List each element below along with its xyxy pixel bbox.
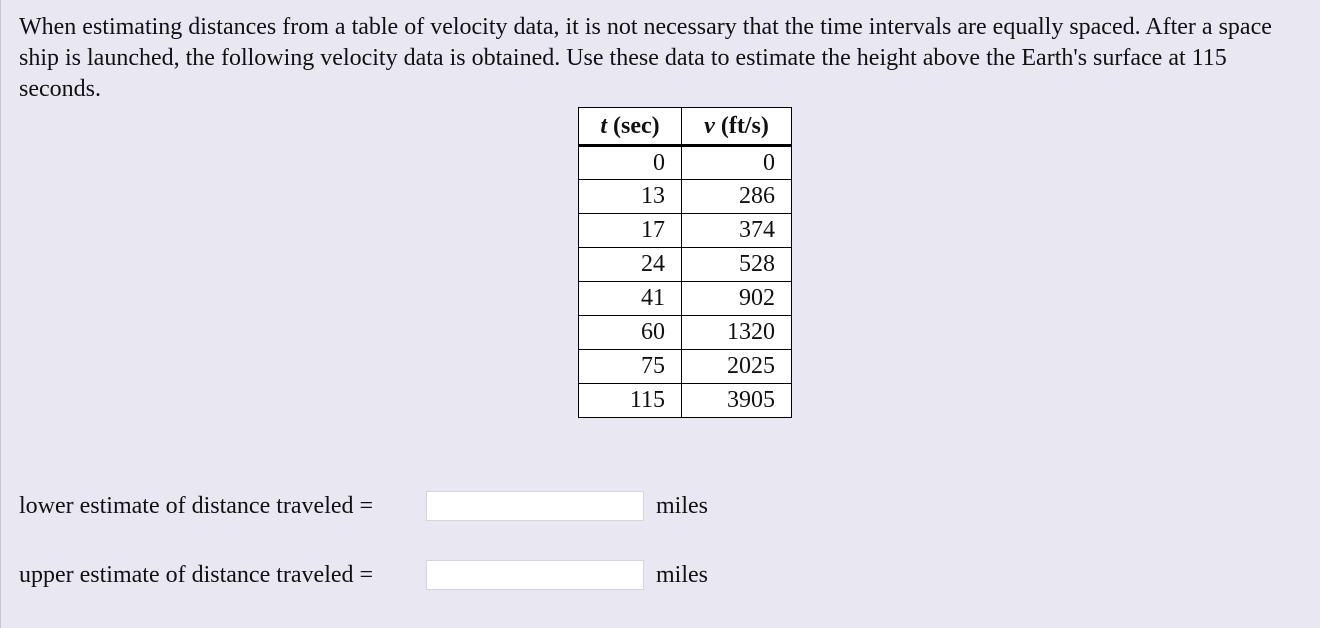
lower-estimate-unit: miles bbox=[656, 492, 708, 519]
cell-velocity: 2025 bbox=[682, 350, 792, 384]
cell-time: 24 bbox=[579, 248, 682, 282]
header-velocity: v (ft/s) bbox=[682, 108, 792, 146]
cell-time: 41 bbox=[579, 282, 682, 316]
table-row bbox=[579, 248, 792, 282]
cell-time: 17 bbox=[579, 214, 682, 248]
lower-estimate-input[interactable] bbox=[426, 491, 644, 521]
cell-velocity: 286 bbox=[682, 180, 792, 214]
upper-estimate-label: upper estimate of distance traveled = bbox=[19, 561, 374, 588]
cell-velocity: 902 bbox=[682, 282, 792, 316]
cell-time: 75 bbox=[579, 350, 682, 384]
header-time: t (sec) bbox=[579, 108, 682, 146]
upper-estimate-row bbox=[19, 560, 708, 590]
problem-statement: When estimating distances from a table of velocity data, it is not necessary that the time intervals are equally spaced. After a space ship is launched, the following velocity data is obtained. Use these data to estimate the height above the Earth's surface at 115 seconds. bbox=[19, 14, 1272, 102]
table-row bbox=[579, 384, 792, 418]
table-row bbox=[579, 180, 792, 214]
cell-velocity: 3905 bbox=[682, 384, 792, 418]
velocity-data-table bbox=[578, 107, 792, 418]
table-header-row bbox=[579, 108, 792, 146]
table-row bbox=[579, 316, 792, 350]
cell-time: 115 bbox=[579, 384, 682, 418]
cell-velocity: 1320 bbox=[682, 316, 792, 350]
table-row bbox=[579, 282, 792, 316]
upper-estimate-input[interactable] bbox=[426, 560, 644, 590]
cell-time: 60 bbox=[579, 316, 682, 350]
cell-time: 0 bbox=[579, 146, 682, 180]
cell-time: 13 bbox=[579, 180, 682, 214]
table-row bbox=[579, 146, 792, 180]
cell-velocity: 0 bbox=[682, 146, 792, 180]
lower-estimate-label: lower estimate of distance traveled = bbox=[19, 492, 374, 519]
cell-velocity: 528 bbox=[682, 248, 792, 282]
table-row bbox=[579, 350, 792, 384]
upper-estimate-unit: miles bbox=[656, 561, 708, 588]
table-row bbox=[579, 214, 792, 248]
lower-estimate-row bbox=[19, 491, 708, 521]
cell-velocity: 374 bbox=[682, 214, 792, 248]
